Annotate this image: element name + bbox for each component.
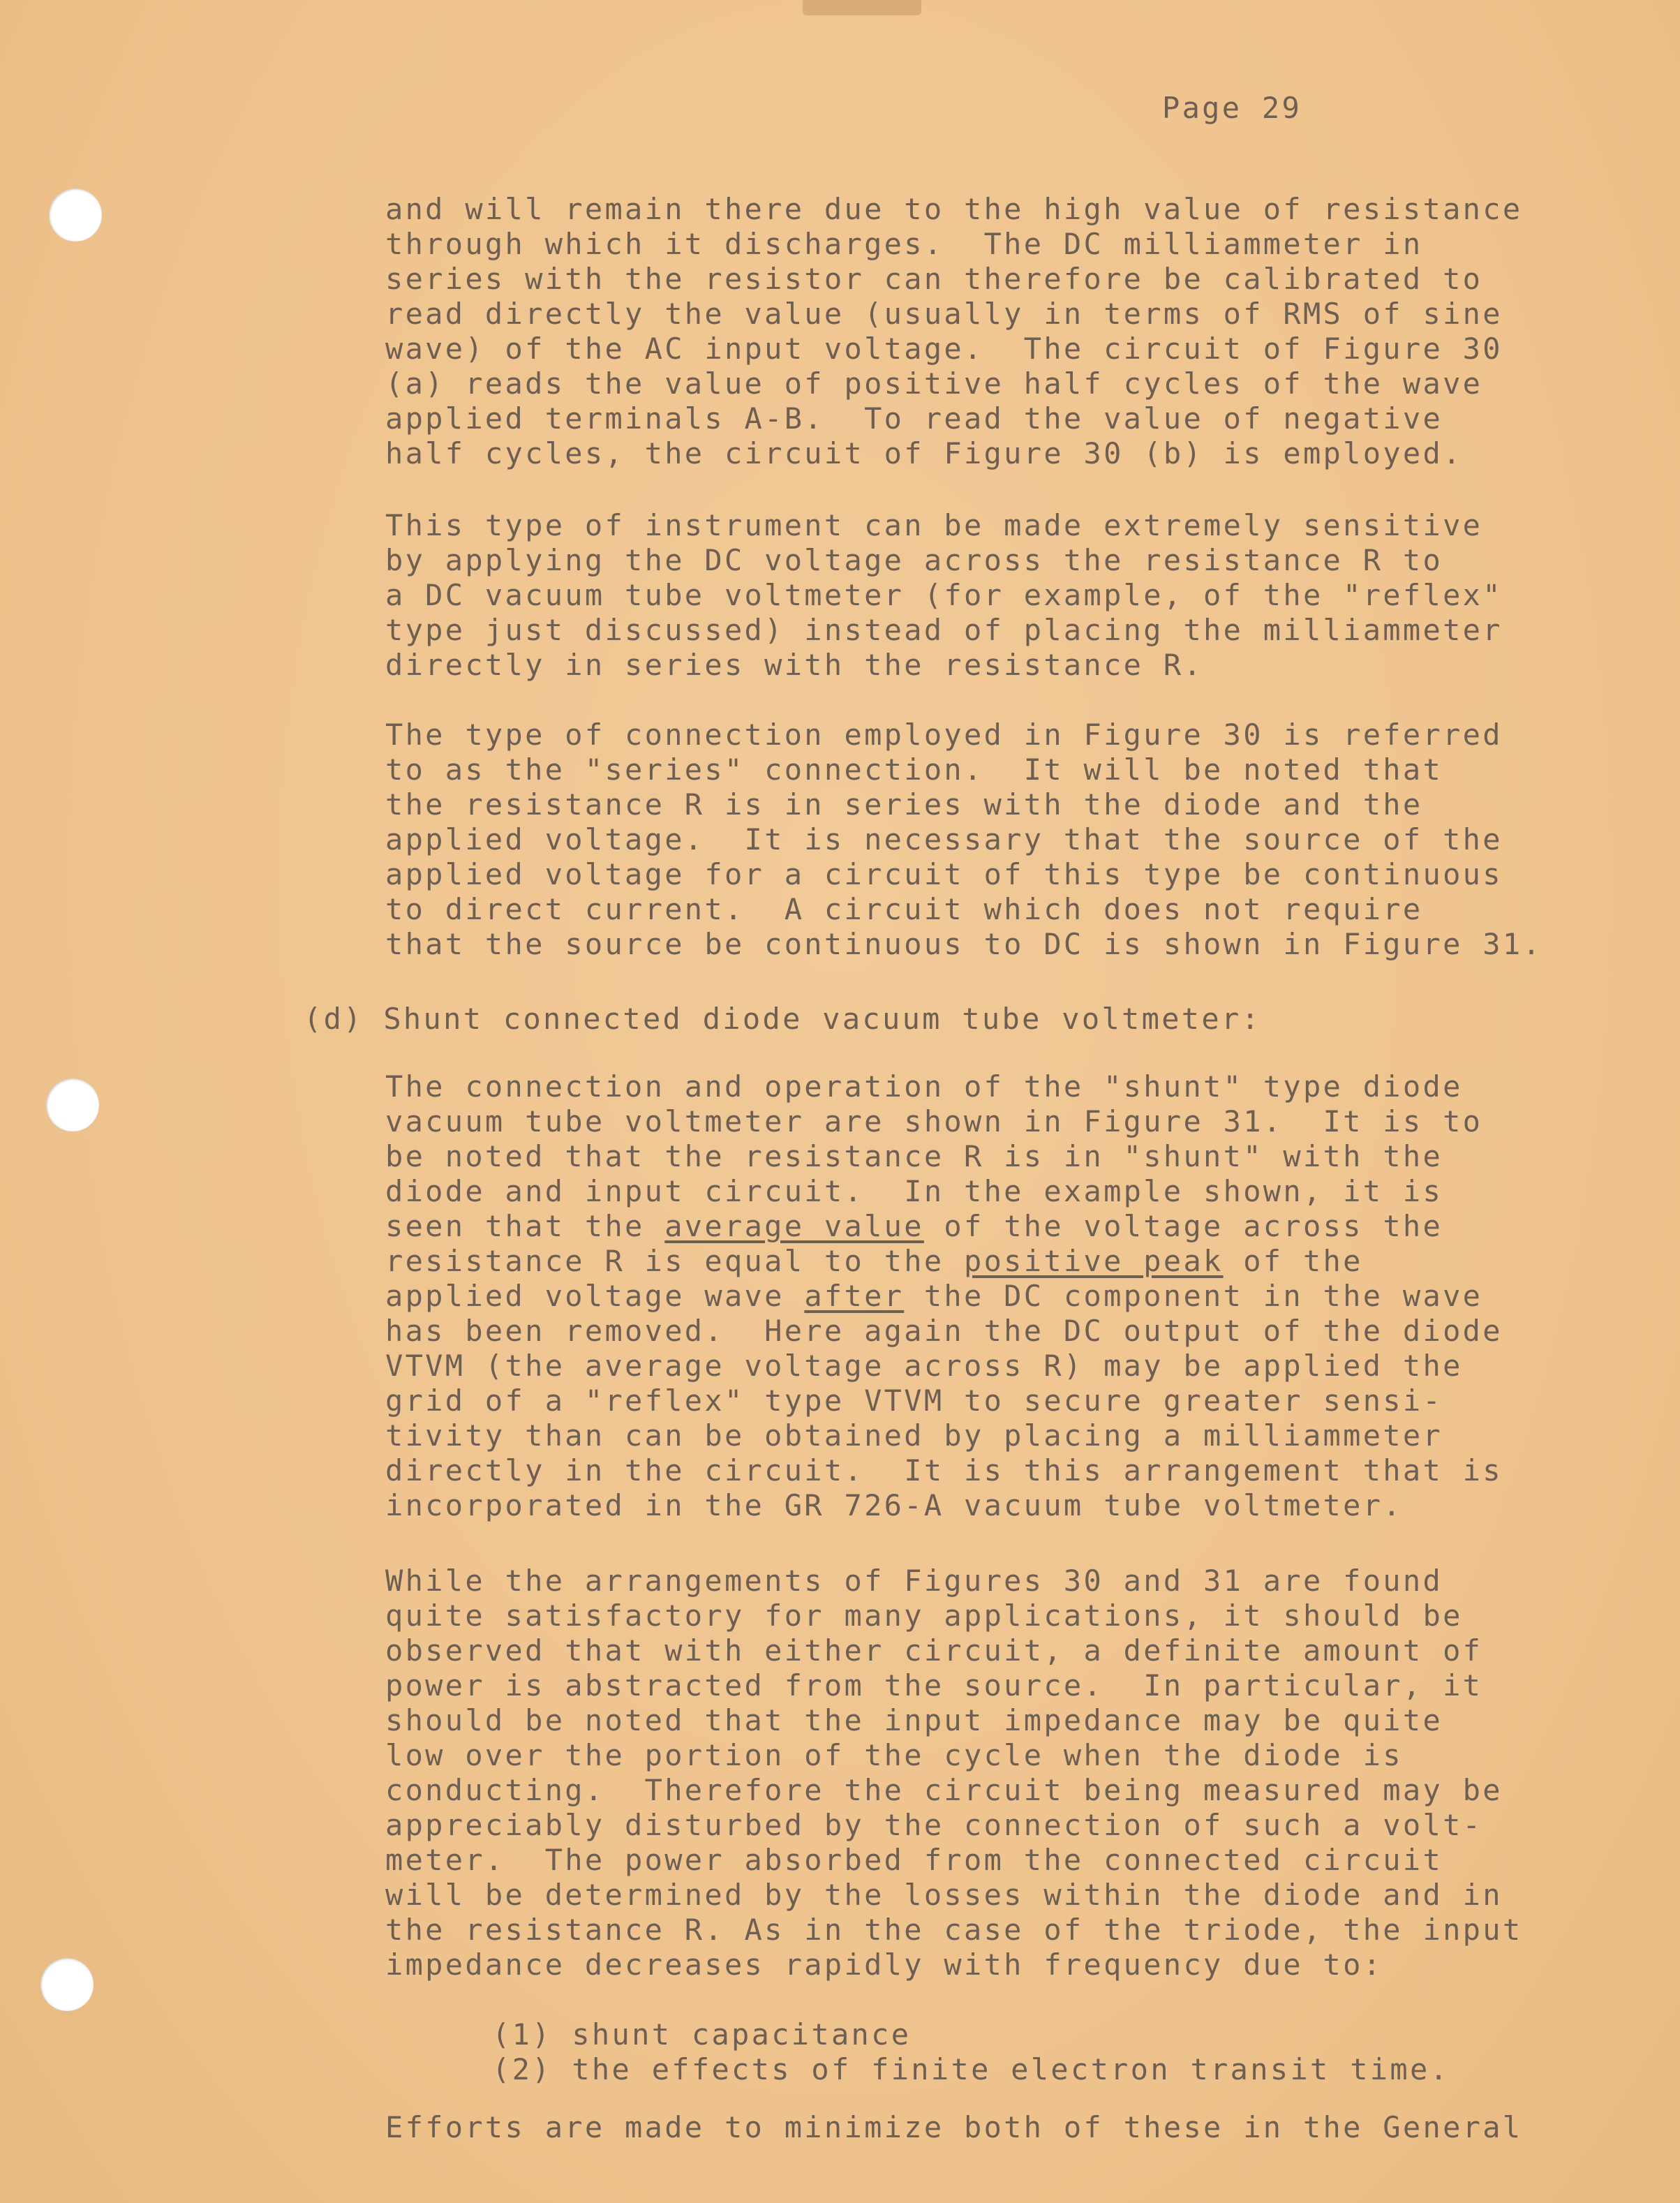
text-line: observed that with either circuit, a definite amount of [385,1633,1483,1668]
underlined-term: after [804,1279,905,1313]
text-line: through which it discharges. The DC milliammeter in [385,227,1423,261]
text-line: to as the "series" connection. It will be noted that [385,752,1443,787]
text-line: This type of instrument can be made extremely sensitive [385,508,1483,542]
text-line: to direct current. A circuit which does not require [385,892,1423,926]
text-line: conducting. Therefore the circuit being measured may be [385,1773,1503,1807]
text-line: a DC vacuum tube voltmeter (for example, of the "reflex" [385,578,1503,612]
text-line: Efforts are made to minimize both of these in the General [385,2110,1523,2144]
paragraph-series-connection [385,718,1614,962]
text-line: will be determined by the losses within the diode and in [385,1878,1503,1912]
underlined-term: average value [664,1209,924,1243]
text-line: (a) reads the value of positive half cycles of the wave [385,366,1483,401]
text-line: quite satisfactory for many applications, it should be [385,1599,1463,1633]
text-fragment: of the [1223,1244,1363,1278]
text-fragment: resistance R is equal to the [385,1244,964,1278]
text-line: the resistance R is in series with the diode and the [385,787,1423,822]
text-line: the resistance R. As in the case of the triode, the input [385,1913,1523,1947]
text-line: impedance decreases rapidly with frequency due to: [385,1948,1383,1982]
text-line: has been removed. Here again the DC output of the diode [385,1314,1503,1348]
text-line: applied voltage for a circuit of this type be continuous [385,857,1503,891]
text-line: While the arrangements of Figures 30 and 31 are found [385,1564,1443,1598]
text-fragment: of the voltage across the [923,1209,1443,1243]
section-heading-d: (d) Shunt connected diode vacuum tube voltmeter: [304,1002,1262,1036]
text-line [385,1209,1614,1244]
numbered-list [492,2017,1450,2087]
text-line: applied voltage. It is necessary that the source of the [385,822,1503,856]
text-line: appreciably disturbed by the connection of such a volt- [385,1808,1483,1842]
paragraph-calibration [385,192,1614,471]
text-line: directly in the circuit. It is this arrangement that is [385,1453,1503,1488]
text-line: series with the resistor can therefore be calibrated to [385,262,1483,296]
list-item: (2) the effects of finite electron transit time. [492,2052,1450,2086]
text-fragment: seen that the [385,1209,665,1243]
text-line: diode and input circuit. In the example shown, it is [385,1174,1443,1208]
paragraph-shunt-operation [385,1069,1614,1523]
text-line: applied terminals A-B. To read the value of negative [385,401,1443,436]
paragraph-sensitivity [385,508,1614,683]
text-line: The connection and operation of the "shunt" type diode [385,1069,1463,1104]
list-item: (1) shunt capacitance [492,2017,912,2052]
text-line: directly in series with the resistance R. [385,648,1204,682]
text-line: half cycles, the circuit of Figure 30 (b) is employed. [385,436,1463,470]
text-line: by applying the DC voltage across the resistance R to [385,543,1443,577]
text-line: VTVM (the average voltage across R) may be applied the [385,1349,1463,1383]
text-line: power is abstracted from the source. In particular, it [385,1668,1483,1703]
text-line: and will remain there due to the high value of resistance [385,192,1523,226]
text-line: read directly the value (usually in terms of RMS of sine [385,297,1503,331]
text-line: tivity than can be obtained by placing a milliammeter [385,1418,1443,1453]
text-line: The type of connection employed in Figure 30 is referred [385,718,1503,752]
text-line: incorporated in the GR 726-A vacuum tube voltmeter. [385,1488,1403,1522]
page-number: Page 29 [1162,91,1302,125]
text-fragment: applied voltage wave [385,1279,805,1313]
text-line: should be noted that the input impedance may be quite [385,1703,1443,1737]
paragraph-efforts [385,2110,1614,2145]
text-line: be noted that the resistance R is in "shunt" with the [385,1139,1443,1173]
text-line [385,1279,1614,1314]
text-line: low over the portion of the cycle when the diode is [385,1738,1403,1772]
text-fragment: the DC component in the wave [904,1279,1483,1313]
paragraph-input-impedance [385,1564,1614,1982]
text-line: wave) of the AC input voltage. The circuit of Figure 30 [385,332,1503,366]
text-line: vacuum tube voltmeter are shown in Figure 31. It is to [385,1104,1483,1138]
text-line: meter. The power absorbed from the connected circuit [385,1843,1443,1877]
text-line: that the source be continuous to DC is shown in Figure 31. [385,927,1543,961]
text-line [385,1244,1614,1279]
text-line: grid of a "reflex" type VTVM to secure greater sensi- [385,1384,1443,1418]
text-line: type just discussed) instead of placing the milliammeter [385,613,1503,647]
underlined-term: positive peak [964,1244,1224,1278]
